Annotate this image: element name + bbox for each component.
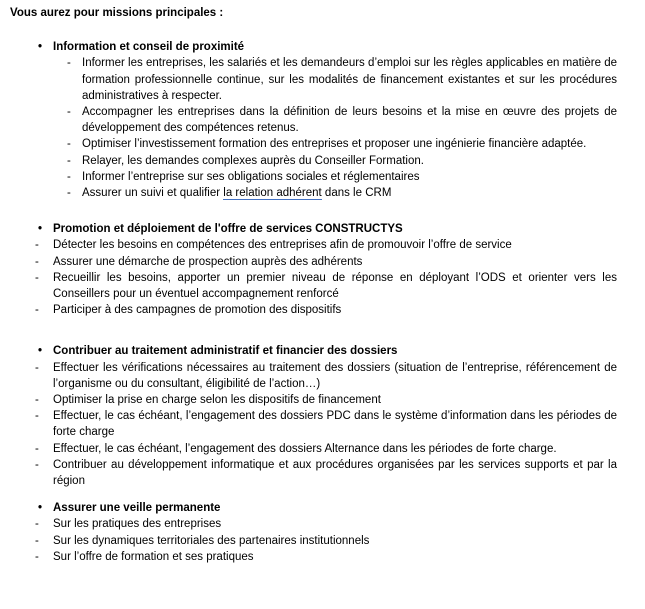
bullet-icon: • [38, 345, 43, 358]
dash-icon: - [35, 304, 39, 317]
list-item-text: Sur les dynamiques territoriales des partenaires institutionnels [53, 534, 370, 547]
dash-icon: - [35, 518, 39, 531]
dash-icon: - [35, 255, 39, 268]
dash-icon: - [67, 170, 71, 183]
dash-icon: - [67, 106, 71, 119]
section-heading-text: Contribuer au traitement administratif et financier des dossiers [53, 345, 398, 358]
list-item-text: Assurer une démarche de prospection auprès des adhérents [53, 255, 363, 268]
page-title: Vous aurez pour missions principales : [10, 7, 224, 19]
list-item-text-segment: Assurer un suivi et qualifier [82, 187, 224, 200]
dash-icon: - [67, 138, 71, 151]
dash-icon: - [35, 410, 39, 423]
dash-icon: - [67, 57, 71, 70]
dash-icon: - [35, 458, 39, 471]
list-item [10, 441, 617, 457]
list-item [10, 302, 617, 318]
list-item [10, 55, 617, 104]
list-item [10, 392, 617, 408]
list-item-text: Effectuer, le cas échéant, l’engagement des dossiers Alternance dans les périodes de forte charge. [53, 442, 557, 455]
section-heading-text: Promotion et déploiement de l'offre de services CONSTRUCTYS [53, 223, 403, 236]
dash-icon: - [35, 271, 39, 284]
bullet-icon: • [38, 502, 43, 515]
list-item-text: Relayer, les demandes complexes auprès du Conseiller Formation. [82, 154, 424, 167]
section-2 [10, 221, 617, 318]
bullet-icon: • [38, 41, 43, 54]
section-1 [10, 39, 617, 201]
list-item [10, 408, 617, 440]
list-item [10, 457, 617, 489]
dash-icon: - [35, 534, 39, 547]
list-item [10, 153, 617, 169]
list-item-text: Optimiser l’investissement formation des entreprises et proposer une ingénierie financière adaptée. [82, 138, 587, 151]
section-4 [10, 500, 617, 565]
list-item [10, 237, 617, 253]
list-item [10, 136, 617, 152]
section-3 [10, 343, 617, 489]
list-item-text [82, 185, 617, 201]
list-item [10, 270, 617, 302]
list-item [10, 254, 617, 270]
dash-icon: - [35, 550, 39, 563]
list-item [10, 549, 617, 565]
section-heading [10, 343, 617, 359]
dash-icon: - [35, 361, 39, 374]
list-item [10, 104, 617, 136]
list-item [10, 360, 617, 392]
list-item-text: Contribuer au développement informatique et aux procédures organisées par les services supports et par la région [53, 458, 617, 488]
list-item-text: Optimiser la prise en charge selon les dispositifs de financement [53, 394, 381, 407]
list-item-text: Participer à des campagnes de promotion des dispositifs [53, 304, 342, 317]
dash-icon: - [35, 239, 39, 252]
list-item-text: Détecter les besoins en compétences des entreprises afin de promouvoir l’offre de service [53, 239, 512, 252]
section-heading [10, 39, 617, 55]
dash-icon: - [67, 154, 71, 167]
relation-adherent-link[interactable]: la relation adhérent [223, 187, 322, 200]
list-item-text: Recueillir les besoins, apporter un premier niveau de réponse en déployant l’ODS et orienter vers les Conseillers pour un éventuel accompagnement renforcé [53, 271, 617, 301]
list-item-text: Effectuer les vérifications nécessaires au traitement des dossiers (situation de l’entreprise, référencement de l’organisme ou du consultant, éligibilité de l’action…) [53, 361, 617, 390]
list-item [10, 516, 617, 532]
list-item [10, 185, 617, 201]
list-item-text: Effectuer, le cas échéant, l’engagement des dossiers PDC dans le système d’information dans les périodes de forte charge [53, 410, 617, 439]
list-item-text: Sur l’offre de formation et ses pratiques [53, 550, 254, 563]
section-heading [10, 221, 617, 237]
sections-container [10, 39, 617, 565]
list-item-text-segment: dans le CRM [321, 187, 392, 200]
list-item-text: Sur les pratiques des entreprises [53, 518, 222, 531]
section-heading-text: Information et conseil de proximité [53, 41, 245, 54]
section-heading-text: Assurer une veille permanente [53, 502, 221, 515]
list-item [10, 169, 617, 185]
section-heading [10, 500, 617, 516]
bullet-icon: • [38, 223, 43, 236]
dash-icon: - [67, 187, 71, 200]
list-item-text: Informer l’entreprise sur ses obligations sociales et réglementaires [82, 170, 420, 183]
dash-icon: - [35, 394, 39, 407]
list-item-text: Informer les entreprises, les salariés et les demandeurs d’emploi sur les règles applicables en matière de formation professionnelle continue, sur les modalités de financement existantes et sur les procédures administratives à respecter. [82, 57, 617, 102]
dash-icon: - [35, 442, 39, 455]
list-item [10, 533, 617, 549]
list-item-text: Accompagner les entreprises dans la définition de leurs besoins et la mise en œuvre des projets de développement des compétences retenus. [82, 106, 617, 135]
